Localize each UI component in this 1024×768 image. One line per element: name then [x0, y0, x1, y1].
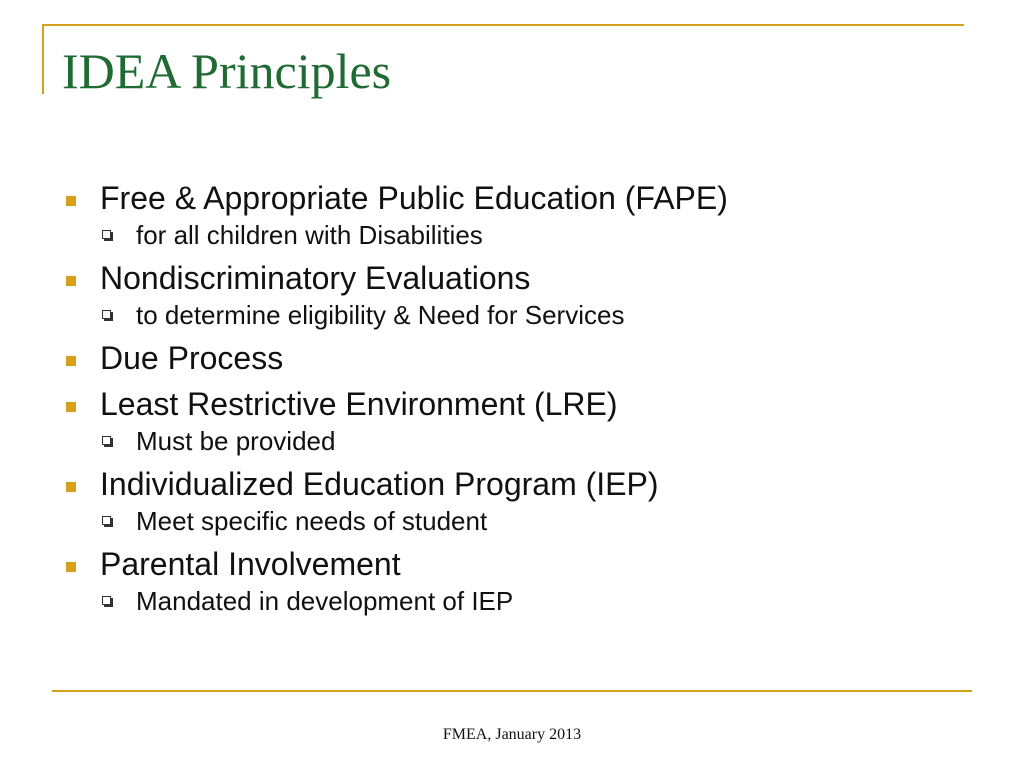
bullet-item-due-process: [62, 338, 962, 378]
title-frame-left-rule: [42, 24, 44, 94]
hollow-square-bullet-icon: [102, 230, 111, 239]
bullet-text: Least Restrictive Environment (LRE): [100, 386, 618, 422]
sub-bullet-item: [100, 218, 962, 252]
sub-bullet-list: [100, 298, 962, 332]
footer-rule: [52, 690, 972, 692]
square-bullet-icon: [66, 402, 76, 412]
square-bullet-icon: [66, 196, 76, 206]
bullet-list: [62, 178, 962, 624]
hollow-square-bullet-icon: [102, 436, 111, 445]
square-bullet-icon: [66, 276, 76, 286]
sub-bullet-item: [100, 424, 962, 458]
bullet-text: Parental Involvement: [100, 546, 401, 582]
square-bullet-icon: [66, 562, 76, 572]
sub-bullet-list: [100, 584, 962, 618]
sub-bullet-list: [100, 504, 962, 538]
bullet-text: Individualized Education Program (IEP): [100, 466, 659, 502]
sub-bullet-list: [100, 218, 962, 252]
sub-bullet-text: for all children with Disabilities: [136, 220, 483, 250]
hollow-square-bullet-icon: [102, 516, 111, 525]
slide-title: IDEA Principles: [62, 43, 392, 99]
bullet-text: Due Process: [100, 340, 284, 376]
sub-bullet-item: [100, 298, 962, 332]
bullet-item-iep: [62, 464, 962, 538]
square-bullet-icon: [66, 356, 76, 366]
square-bullet-icon: [66, 482, 76, 492]
bullet-item-lre: [62, 384, 962, 458]
sub-bullet-text: Mandated in development of IEP: [136, 586, 514, 616]
sub-bullet-text: to determine eligibility & Need for Services: [136, 300, 625, 330]
sub-bullet-item: [100, 584, 962, 618]
hollow-square-bullet-icon: [102, 596, 111, 605]
sub-bullet-item: [100, 504, 962, 538]
title-frame-top-rule: [42, 24, 964, 26]
sub-bullet-text: Must be provided: [136, 426, 336, 456]
bullet-text: Free & Appropriate Public Education (FAPE): [100, 180, 728, 216]
bullet-item-evaluations: [62, 258, 962, 332]
bullet-text: Nondiscriminatory Evaluations: [100, 260, 531, 296]
sub-bullet-list: [100, 424, 962, 458]
hollow-square-bullet-icon: [102, 310, 111, 319]
footer-text: FMEA, January 2013: [442, 726, 582, 743]
bullet-item-parental: [62, 544, 962, 618]
bullet-item-fape: [62, 178, 962, 252]
sub-bullet-text: Meet specific needs of student: [136, 506, 488, 536]
